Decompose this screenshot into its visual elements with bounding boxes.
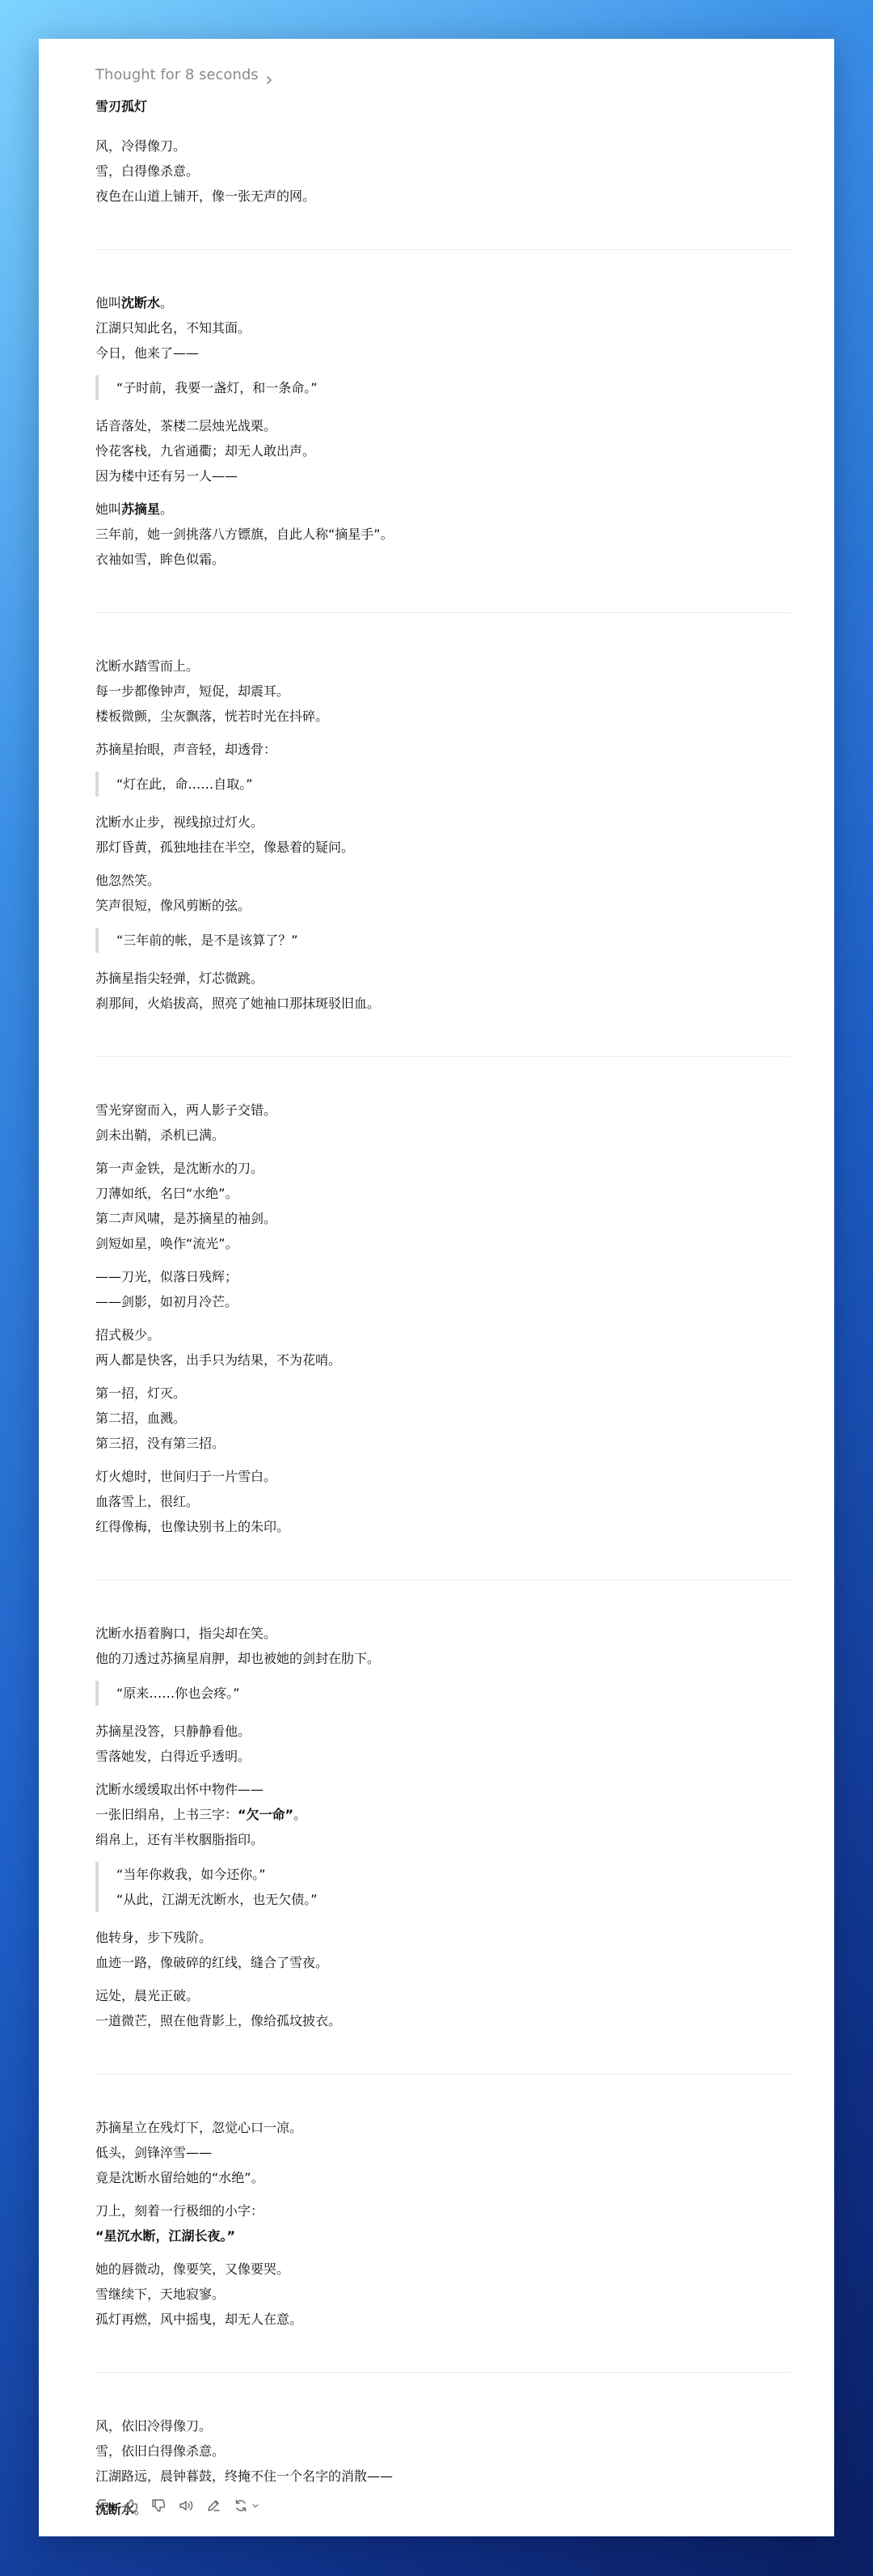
paragraph <box>95 654 791 729</box>
text-line: “子时前，我要一盏灯，和一条命。” <box>116 380 318 395</box>
paragraph <box>95 1156 791 1256</box>
blockquote <box>95 928 791 953</box>
text-line: 苏摘星没答，只静静看他。 <box>95 1724 251 1739</box>
text-line: “灯在此，命……自取。” <box>116 776 253 792</box>
section-divider <box>95 612 791 613</box>
section-divider <box>95 2074 791 2075</box>
paragraph <box>95 290 791 366</box>
paragraph <box>95 133 791 209</box>
edit-icon[interactable] <box>205 2498 221 2514</box>
thumbs-down-icon[interactable] <box>150 2498 167 2514</box>
text-line: 两人都是快客，出手只为结果，不为花哨。 <box>95 1352 342 1368</box>
paragraph <box>95 1777 791 1852</box>
text-line: 因为楼中还有另一人—— <box>95 468 238 484</box>
paragraph <box>95 2413 791 2489</box>
text-line: 刀薄如纸，名曰“水绝”。 <box>95 1186 238 1201</box>
text-line: 笑声很短，像风剪断的弦。 <box>95 898 251 913</box>
text-line: 沈断水缓缓取出怀中物件—— <box>95 1782 264 1797</box>
section-divider <box>95 249 791 250</box>
paragraph <box>95 810 791 860</box>
text-line: 红得像梅，也像诀别书上的朱印。 <box>95 1519 290 1534</box>
text-line: 楼板微颤，尘灰飘落，恍若时光在抖碎。 <box>95 709 329 724</box>
text-line: 沈断水捂着胸口，指尖却在笑。 <box>95 1626 277 1641</box>
paragraph <box>95 1983 791 2033</box>
text-line: 血迹一路，像破碎的红线，缝合了雪夜。 <box>95 1955 329 1970</box>
paragraph <box>95 1381 791 1456</box>
text-line: 话音落处，茶楼二层烛光战栗。 <box>95 418 277 434</box>
bold-text: 沈断水 <box>95 2502 135 2517</box>
paragraph <box>95 413 791 489</box>
text-line: 今日，他来了—— <box>95 345 200 361</box>
text-line: 夜色在山道上铺开，像一张无声的网。 <box>95 188 316 204</box>
text-line: 雪，依旧白得像杀意。 <box>95 2443 226 2459</box>
text-line: 刹那间，火焰拔高，照亮了她袖口那抹斑驳旧血。 <box>95 996 381 1011</box>
paragraph <box>95 497 791 572</box>
bold-text: “欠一命” <box>238 1807 294 1822</box>
story-section <box>95 2115 791 2332</box>
regenerate-icon[interactable] <box>233 2498 260 2514</box>
section-divider <box>95 1056 791 1057</box>
text-line: 他忽然笑。 <box>95 873 161 888</box>
paragraph <box>95 2115 791 2190</box>
text-line: 三年前，她一剑挑落八方镖旗，自此人称“摘星手”。 <box>95 527 394 542</box>
text-line: 绢帛上，还有半枚胭脂指印。 <box>95 1832 264 1847</box>
text-line: “原来……你也会疼。” <box>116 1686 240 1701</box>
paragraph <box>95 1719 791 1769</box>
story-section <box>95 1621 791 2033</box>
text-line: 苏摘星立在残灯下，忽觉心口一凉。 <box>95 2120 303 2135</box>
text-line: 沈断水踏雪而上。 <box>95 658 200 674</box>
thought-label: Thought for 8 seconds <box>95 66 259 83</box>
text-line: “当年你救我，如今还你。” <box>116 1867 266 1882</box>
chat-message-card <box>39 39 834 2536</box>
chevron-right-icon <box>264 69 275 80</box>
text-line: 他叫沈断水。 <box>95 295 174 311</box>
story-section <box>95 654 791 1016</box>
text-line: 风，依旧冷得像刀。 <box>95 2418 213 2434</box>
text-line: 她叫苏摘星。 <box>95 501 174 517</box>
text-line: “三年前的帐，是不是该算了？” <box>116 933 298 948</box>
thought-toggle[interactable] <box>95 58 791 91</box>
text-line: 第二招，血溅。 <box>95 1411 187 1426</box>
text-line: 苏摘星抬眼，声音轻，却透骨： <box>95 742 277 757</box>
story-section <box>95 290 791 572</box>
text-line: ——刀光，似落日残辉； <box>95 1269 238 1284</box>
text-line: 竟是沈断水留给她的“水绝”。 <box>95 2170 264 2185</box>
blockquote <box>95 1862 791 1912</box>
text-line <box>95 2223 791 2248</box>
paragraph <box>95 966 791 1016</box>
text-line: 怜花客栈，九省通衢；却无人敢出声。 <box>95 443 316 459</box>
text-line: 一张旧绢帛，上书三字：“欠一命”。 <box>95 1807 307 1822</box>
text-line: 孤灯再燃，风中摇曳，却无人在意。 <box>95 2312 303 2327</box>
blockquote <box>95 375 791 400</box>
speaker-icon[interactable] <box>178 2498 194 2514</box>
text-line: 沈断水止步，视线掠过灯火。 <box>95 814 264 830</box>
text-line: 沈断水。 <box>95 2502 148 2517</box>
text-line: 低头，剑锋淬雪—— <box>95 2145 213 2160</box>
text-line: 苏摘星指尖轻弹，灯芯微跳。 <box>95 971 264 986</box>
story-body <box>95 133 791 2522</box>
paragraph <box>95 1098 791 1148</box>
paragraph <box>95 868 791 918</box>
paragraph <box>95 1464 791 1539</box>
text-line: 风，冷得像刀。 <box>95 138 187 154</box>
paragraph <box>95 737 791 762</box>
paragraph <box>95 1925 791 1975</box>
section-divider <box>95 2372 791 2373</box>
text-line: 她的唇微动，像要笑，又像要哭。 <box>95 2261 290 2277</box>
text-line: 江湖路远，晨钟暮鼓，终掩不住一个名字的消散—— <box>95 2468 394 2484</box>
assistant-message <box>95 58 791 2530</box>
text-line: 第一声金铁，是沈断水的刀。 <box>95 1161 264 1176</box>
text-line: ——剑影，如初月冷芒。 <box>95 1294 238 1309</box>
text-line: 那灯昏黄，孤独地挂在半空，像悬着的疑问。 <box>95 840 355 855</box>
text-line: 一道微芒，照在他背影上，像给孤坟披衣。 <box>95 2013 342 2028</box>
text-line: 他的刀透过苏摘星肩胛，却也被她的剑封在肋下。 <box>95 1651 381 1666</box>
text-line: 雪，白得像杀意。 <box>95 163 200 179</box>
text-line: 第二声风啸，是苏摘星的袖剑。 <box>95 1211 277 1226</box>
text-line: 第三招，没有第三招。 <box>95 1436 226 1451</box>
copy-icon[interactable] <box>95 2498 112 2514</box>
paragraph <box>95 2198 791 2248</box>
text-line: 江湖只知此名，不知其面。 <box>95 320 251 336</box>
text-line: 雪光穿窗而入，两人影子交错。 <box>95 1102 277 1118</box>
text-line: 血落雪上，很红。 <box>95 1494 200 1509</box>
story-section <box>95 1098 791 1539</box>
bold-text: 沈断水 <box>121 295 161 311</box>
bold-text: “星沉水断，江湖长夜。” <box>95 2228 236 2244</box>
bold-text: 苏摘星 <box>121 501 161 517</box>
text-line: 第一招，灯灭。 <box>95 1385 187 1401</box>
text-line: 衣袖如雪，眸色似霜。 <box>95 552 226 567</box>
text-line: 远处，晨光正破。 <box>95 1988 200 2003</box>
text-line: 剑未出鞘，杀机已满。 <box>95 1127 226 1143</box>
paragraph <box>95 1264 791 1314</box>
text-line: 每一步都像钟声，短促，却震耳。 <box>95 683 290 699</box>
text-line: 剑短如星，唤作“流光”。 <box>95 1236 238 1251</box>
text-line: 灯火熄时，世间归于一片雪白。 <box>95 1469 277 1484</box>
text-line: 雪继续下，天地寂寥。 <box>95 2286 226 2302</box>
story-title: 雪刃孤灯 <box>95 99 148 114</box>
text-line: “从此，江湖无沈断水，也无欠债。” <box>116 1892 318 1907</box>
paragraph <box>95 1322 791 1373</box>
text-line: 他转身，步下残阶。 <box>95 1930 213 1945</box>
text-line: 雪落她发，白得近乎透明。 <box>95 1749 251 1764</box>
text-line: 招式极少。 <box>95 1327 161 1343</box>
text-line: 刀上，刻着一行极细的小字： <box>95 2203 264 2219</box>
paragraph <box>95 1621 791 1671</box>
blockquote <box>95 1681 791 1706</box>
thumbs-up-icon[interactable] <box>123 2498 139 2514</box>
paragraph <box>95 2257 791 2332</box>
blockquote <box>95 772 791 797</box>
message-actions <box>95 2498 260 2514</box>
story-section <box>95 133 791 209</box>
